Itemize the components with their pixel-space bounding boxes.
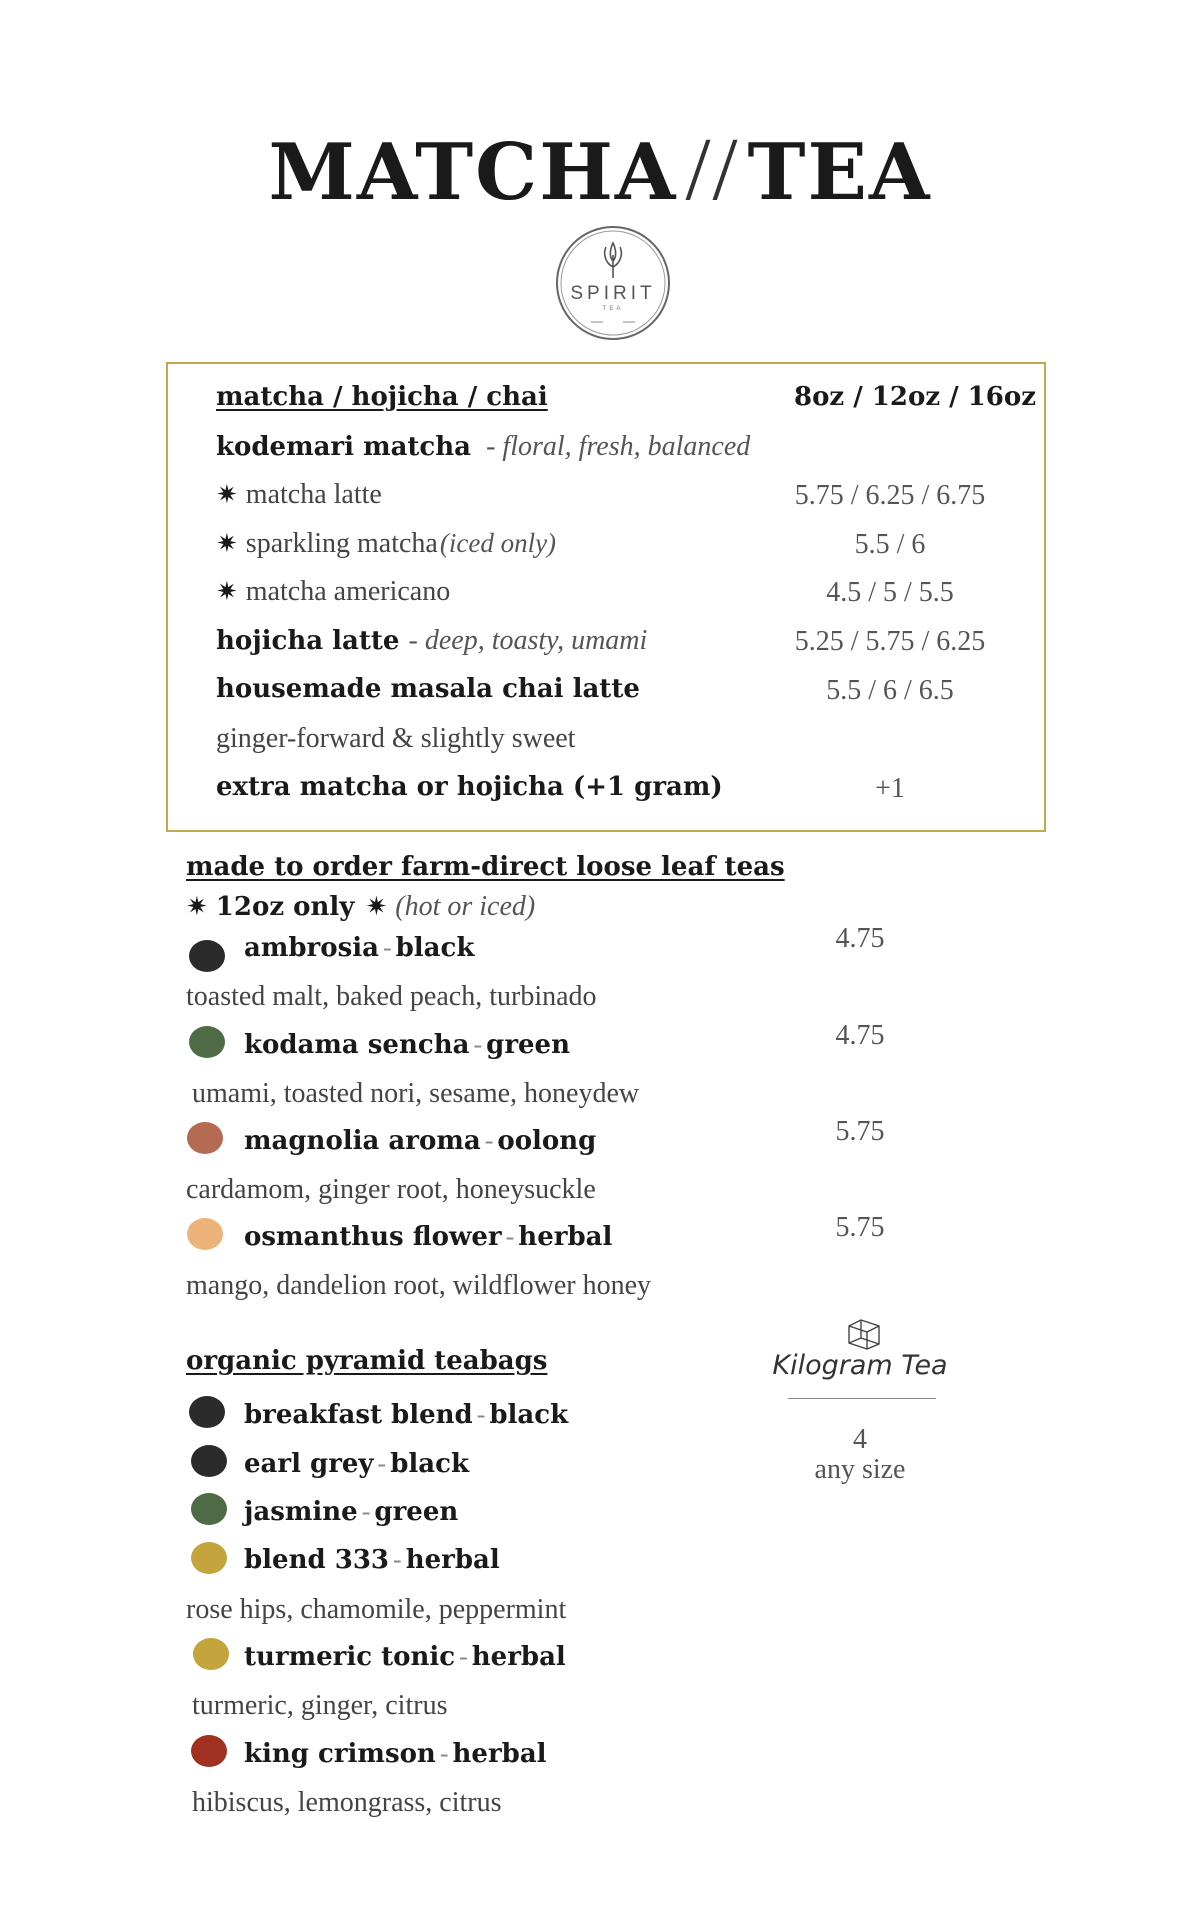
tea-type: black — [395, 933, 475, 963]
hojicha-notes: - deep, toasty, umami — [408, 625, 648, 656]
item-note: (iced only) — [439, 528, 557, 558]
tea-item-kodama-sencha: kodama sencha - green — [244, 1030, 571, 1060]
tea-color-dot — [189, 1396, 225, 1428]
pyramid-heading: organic pyramid teabags — [186, 1346, 548, 1376]
brand-divider — [788, 1398, 936, 1399]
chai-name: housemade masala chai latte — [216, 674, 640, 704]
teabag-item-earl-grey: earl grey - black — [244, 1449, 469, 1479]
pyramid-price-note: any size — [814, 1454, 906, 1485]
kodemari-row — [216, 431, 750, 463]
pyramid-price: 4 — [853, 1424, 867, 1455]
tea-type: oolong — [497, 1126, 597, 1156]
tea-color-dot — [191, 1542, 227, 1574]
star-icon: ✷ — [216, 529, 238, 559]
tea-description: hibiscus, lemongrass, citrus — [192, 1787, 502, 1818]
price-hojicha-latte: 5.25 / 5.75 / 6.25 — [794, 626, 986, 657]
tea-description: rose hips, chamomile, peppermint — [186, 1594, 567, 1625]
tea-color-dot — [189, 940, 225, 972]
logo-subword: TEA — [602, 306, 624, 312]
tea-type: green — [374, 1497, 459, 1527]
star-icon: ✷ — [216, 480, 238, 510]
tea-item-osmanthus-flower: osmanthus flower - herbal — [244, 1222, 613, 1252]
tea-color-dot — [187, 1218, 223, 1250]
price-sparkling-matcha: 5.5 / 6 — [854, 529, 926, 560]
tea-color-dot — [191, 1493, 227, 1525]
tea-color-dot — [191, 1445, 227, 1477]
tea-name: osmanthus flower — [244, 1222, 502, 1252]
price-ambrosia: 4.75 — [835, 923, 885, 954]
tea-description: mango, dandelion root, wildflower honey — [186, 1270, 652, 1301]
price-kodama-sencha: 4.75 — [835, 1020, 885, 1051]
kodemari-notes: - floral, fresh, balanced — [486, 431, 751, 462]
tea-name: blend 333 — [244, 1545, 390, 1575]
tea-name: jasmine — [244, 1497, 358, 1527]
item-name: matcha americano — [245, 576, 451, 607]
menu-item-matcha-latte — [216, 479, 382, 511]
tea-type: herbal — [405, 1545, 500, 1575]
teabag-item-breakfast-blend: breakfast blend - black — [244, 1400, 569, 1430]
tea-color-dot — [189, 1026, 225, 1058]
price-osmanthus-flower: 5.75 — [835, 1212, 885, 1243]
price-extra-shot: +1 — [875, 773, 905, 804]
loose-leaf-subheading — [186, 891, 535, 923]
tea-type: herbal — [471, 1642, 566, 1672]
kilogram-tea-cube-icon — [845, 1318, 883, 1350]
page-title — [0, 118, 1200, 221]
tea-name: turmeric tonic — [244, 1642, 456, 1672]
item-name: sparkling matcha — [245, 528, 438, 559]
chai-description: ginger-forward & slightly sweet — [216, 723, 576, 754]
tea-name: ambrosia — [244, 933, 379, 963]
tea-description: umami, toasted nori, sesame, honeydew — [192, 1078, 640, 1109]
spirit-tea-logo — [553, 223, 673, 343]
tea-item-ambrosia: ambrosia - black — [244, 933, 475, 963]
matcha-section-heading: matcha / hojicha / chai — [216, 382, 548, 412]
temp-note: (hot or iced) — [395, 891, 536, 922]
tea-description: cardamom, ginger root, honeysuckle — [186, 1174, 596, 1205]
tea-type: herbal — [452, 1739, 547, 1769]
price-chai-latte: 5.5 / 6 / 6.5 — [826, 675, 954, 706]
star-icon: ✷ — [186, 892, 208, 922]
teabag-item-turmeric-tonic: turmeric tonic - herbal — [244, 1642, 566, 1672]
tea-type: green — [486, 1030, 571, 1060]
tea-color-dot — [193, 1638, 229, 1670]
title-separator: // — [685, 120, 740, 219]
tea-color-dot — [187, 1122, 223, 1154]
tea-name: king crimson — [244, 1739, 436, 1769]
tea-description: turmeric, ginger, citrus — [192, 1690, 448, 1721]
tea-color-dot — [191, 1735, 227, 1767]
size-note: 12oz only — [215, 892, 355, 922]
teabag-item-blend-333: blend 333 - herbal — [244, 1545, 500, 1575]
sizes-heading: 8oz / 12oz / 16oz — [794, 382, 1036, 412]
teabag-item-jasmine: jasmine - green — [244, 1497, 459, 1527]
teabag-item-king-crimson: king crimson - herbal — [244, 1739, 547, 1769]
price-matcha-latte: 5.75 / 6.25 / 6.75 — [794, 480, 986, 511]
tea-description: toasted malt, baked peach, turbinado — [186, 981, 597, 1012]
tea-name: earl grey — [244, 1449, 374, 1479]
star-icon: ✷ — [216, 577, 238, 607]
kilogram-tea-brand: Kilogram Tea — [772, 1350, 948, 1381]
tea-name: breakfast blend — [244, 1400, 473, 1430]
kodemari-name: kodemari matcha — [216, 432, 472, 462]
tea-item-magnolia-aroma: magnolia aroma - oolong — [244, 1126, 597, 1156]
price-matcha-americano: 4.5 / 5 / 5.5 — [826, 577, 954, 608]
extra-shot-name: extra matcha or hojicha (+1 gram) — [216, 772, 723, 802]
tea-type: black — [489, 1400, 569, 1430]
menu-item-sparkling-matcha — [216, 528, 556, 560]
star-icon: ✷ — [365, 892, 388, 922]
hojicha-name: hojicha latte — [216, 626, 400, 656]
hojicha-row — [216, 625, 647, 657]
tea-name: magnolia aroma — [244, 1126, 481, 1156]
loose-leaf-heading: made to order farm-direct loose leaf teas — [186, 852, 785, 882]
logo-word: SPIRIT — [570, 283, 656, 304]
item-name: matcha latte — [245, 479, 382, 510]
tea-type: herbal — [518, 1222, 613, 1252]
price-magnolia-aroma: 5.75 — [835, 1116, 885, 1147]
tea-name: kodama sencha — [244, 1030, 470, 1060]
menu-item-matcha-americano — [216, 576, 450, 608]
title-matcha: MATCHA — [268, 127, 678, 218]
tea-type: black — [390, 1449, 469, 1479]
title-tea: TEA — [747, 127, 932, 218]
